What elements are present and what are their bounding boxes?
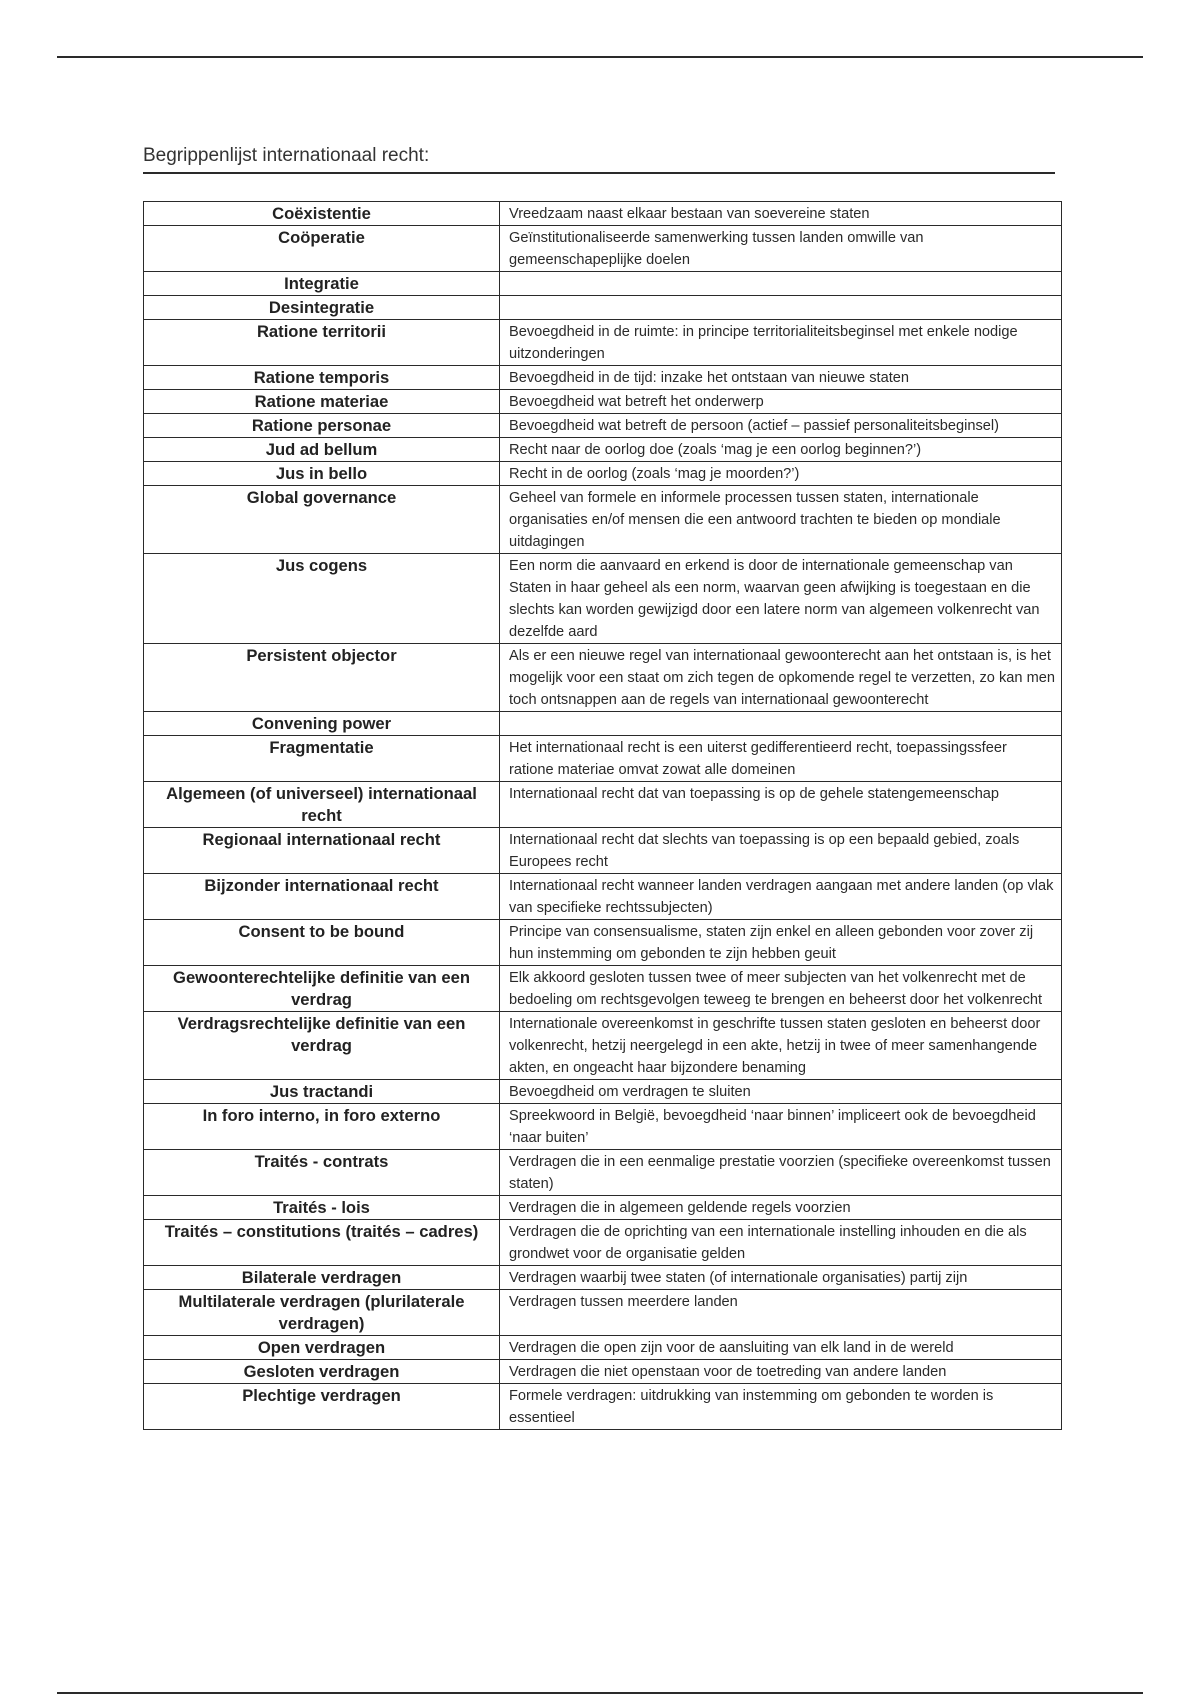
glossary-term: Algemeen (of universeel) internationaal recht: [144, 782, 500, 828]
glossary-definition: Bevoegdheid wat betreft het onderwerp: [500, 390, 1062, 414]
glossary-definition: Verdragen tussen meerdere landen: [500, 1290, 1062, 1336]
glossary-term: Integratie: [144, 272, 500, 296]
glossary-row: [144, 966, 1062, 1012]
glossary-term: Fragmentatie: [144, 736, 500, 782]
glossary-definition: Bevoegdheid wat betreft de persoon (actief – passief personaliteitsbeginsel): [500, 414, 1062, 438]
glossary-definition: Internationaal recht dat slechts van toepassing is op een bepaald gebied, zoals Europees recht: [500, 828, 1062, 874]
glossary-definition: Internationale overeenkomst in geschrifte tussen staten gesloten en beheerst door volkenrecht, hetzij neergelegd in een akte, hetzij in twee of meer samenhangende akten, en ongeacht haar bijzondere benaming: [500, 1012, 1062, 1080]
glossary-term: Gewoonterechtelijke definitie van een verdrag: [144, 966, 500, 1012]
glossary-row: [144, 202, 1062, 226]
glossary-term: Traités - contrats: [144, 1150, 500, 1196]
glossary-term: Coëxistentie: [144, 202, 500, 226]
glossary-definition: Principe van consensualisme, staten zijn enkel en alleen gebonden voor zover zij hun instemming om gebonden te zijn hebben geuit: [500, 920, 1062, 966]
glossary-term: Global governance: [144, 486, 500, 554]
glossary-term: Traités – constitutions (traités – cadres): [144, 1220, 500, 1266]
document-title: Begrippenlijst internationaal recht:: [143, 144, 1055, 174]
glossary-row: [144, 462, 1062, 486]
glossary-definition: Een norm die aanvaard en erkend is door de internationale gemeenschap van Staten in haar geheel als een norm, waarvan geen afwijking is toegestaan en die slechts kan worden gewijzigd door een latere norm van algemeen volkenrecht van dezelfde aard: [500, 554, 1062, 644]
glossary-definition: Vreedzaam naast elkaar bestaan van soevereine staten: [500, 202, 1062, 226]
glossary-row: [144, 414, 1062, 438]
glossary-term: Jus tractandi: [144, 1080, 500, 1104]
header-rule: [57, 56, 1143, 58]
glossary-row: [144, 1012, 1062, 1080]
glossary-definition: [500, 296, 1062, 320]
glossary-row: [144, 828, 1062, 874]
glossary-row: [144, 366, 1062, 390]
glossary-definition: Bevoegdheid in de tijd: inzake het ontstaan van nieuwe staten: [500, 366, 1062, 390]
glossary-row: [144, 554, 1062, 644]
glossary-definition: Recht naar de oorlog doe (zoals ‘mag je een oorlog beginnen?’): [500, 438, 1062, 462]
glossary-definition: Verdragen waarbij twee staten (of internationale organisaties) partij zijn: [500, 1266, 1062, 1290]
glossary-definition: Verdragen die in algemeen geldende regels voorzien: [500, 1196, 1062, 1220]
glossary-definition: Internationaal recht dat van toepassing is op de gehele statengemeenschap: [500, 782, 1062, 828]
glossary-term: Multilaterale verdragen (plurilaterale verdragen): [144, 1290, 500, 1336]
glossary-row: [144, 1104, 1062, 1150]
glossary-definition: Recht in de oorlog (zoals ‘mag je moorden?’): [500, 462, 1062, 486]
glossary-term: Regionaal internationaal recht: [144, 828, 500, 874]
glossary-definition: [500, 272, 1062, 296]
glossary-row: [144, 1150, 1062, 1196]
glossary-term: Coöperatie: [144, 226, 500, 272]
glossary-definition: Geïnstitutionaliseerde samenwerking tussen landen omwille van gemeenschapeplijke doelen: [500, 226, 1062, 272]
glossary-row: [144, 390, 1062, 414]
glossary-body: [144, 202, 1062, 1430]
glossary-row: [144, 1266, 1062, 1290]
glossary-row: [144, 736, 1062, 782]
glossary-row: [144, 1384, 1062, 1430]
glossary-term: Bilaterale verdragen: [144, 1266, 500, 1290]
glossary-term: Traités - lois: [144, 1196, 500, 1220]
glossary-definition: Verdragen die in een eenmalige prestatie voorzien (specifieke overeenkomst tussen staten): [500, 1150, 1062, 1196]
glossary-row: [144, 272, 1062, 296]
glossary-term: Persistent objector: [144, 644, 500, 712]
glossary-row: [144, 226, 1062, 272]
glossary-row: [144, 438, 1062, 462]
glossary-row: [144, 1336, 1062, 1360]
glossary-term: Jus cogens: [144, 554, 500, 644]
glossary-term: Ratione materiae: [144, 390, 500, 414]
glossary-definition: Geheel van formele en informele processen tussen staten, internationale organisaties en/of mensen die een antwoord trachten te bieden op mondiale uitdagingen: [500, 486, 1062, 554]
glossary-definition: Verdragen die niet openstaan voor de toetreding van andere landen: [500, 1360, 1062, 1384]
glossary-definition: Spreekwoord in België, bevoegdheid ‘naar binnen’ impliceert ook de bevoegdheid ‘naar buiten’: [500, 1104, 1062, 1150]
glossary-term: Ratione temporis: [144, 366, 500, 390]
glossary-row: [144, 296, 1062, 320]
footer-rule: [57, 1692, 1143, 1694]
glossary-definition: Als er een nieuwe regel van internationaal gewoonterecht aan het ontstaan is, is het mogelijk voor een staat om zich tegen de opkomende regel te verzetten, zo kan men toch ontsnappen aan de regels van internationaal gewoonterecht: [500, 644, 1062, 712]
glossary-term: Desintegratie: [144, 296, 500, 320]
glossary-row: [144, 1080, 1062, 1104]
glossary-term: Gesloten verdragen: [144, 1360, 500, 1384]
glossary-table: [143, 201, 1062, 1430]
glossary-definition: [500, 712, 1062, 736]
glossary-term: Jud ad bellum: [144, 438, 500, 462]
glossary-row: [144, 1220, 1062, 1266]
glossary-row: [144, 486, 1062, 554]
glossary-row: [144, 320, 1062, 366]
glossary-term: Jus in bello: [144, 462, 500, 486]
glossary-definition: Formele verdragen: uitdrukking van instemming om gebonden te worden is essentieel: [500, 1384, 1062, 1430]
glossary-row: [144, 782, 1062, 828]
glossary-row: [144, 874, 1062, 920]
glossary-definition: Het internationaal recht is een uiterst gedifferentieerd recht, toepassingssfeer ratione materiae omvat zowat alle domeinen: [500, 736, 1062, 782]
glossary-term: Ratione personae: [144, 414, 500, 438]
glossary-row: [144, 1360, 1062, 1384]
glossary-row: [144, 644, 1062, 712]
glossary-definition: Bevoegdheid in de ruimte: in principe territorialiteitsbeginsel met enkele nodige uitzonderingen: [500, 320, 1062, 366]
glossary-term: Consent to be bound: [144, 920, 500, 966]
glossary-row: [144, 920, 1062, 966]
glossary-term: In foro interno, in foro externo: [144, 1104, 500, 1150]
glossary-definition: Bevoegdheid om verdragen te sluiten: [500, 1080, 1062, 1104]
glossary-row: [144, 712, 1062, 736]
glossary-term: Verdragsrechtelijke definitie van een verdrag: [144, 1012, 500, 1080]
glossary-term: Open verdragen: [144, 1336, 500, 1360]
glossary-term: Convening power: [144, 712, 500, 736]
glossary-definition: Verdragen die de oprichting van een internationale instelling inhouden en die als grondwet voor de organisatie gelden: [500, 1220, 1062, 1266]
glossary-row: [144, 1196, 1062, 1220]
glossary-definition: Verdragen die open zijn voor de aansluiting van elk land in de wereld: [500, 1336, 1062, 1360]
glossary-row: [144, 1290, 1062, 1336]
glossary-term: Ratione territorii: [144, 320, 500, 366]
glossary-term: Bijzonder internationaal recht: [144, 874, 500, 920]
glossary-term: Plechtige verdragen: [144, 1384, 500, 1430]
glossary-definition: Elk akkoord gesloten tussen twee of meer subjecten van het volkenrecht met de bedoeling om rechtsgevolgen teweeg te brengen en beheerst door het volkenrecht: [500, 966, 1062, 1012]
glossary-definition: Internationaal recht wanneer landen verdragen aangaan met andere landen (op vlak van specifieke rechtssubjecten): [500, 874, 1062, 920]
